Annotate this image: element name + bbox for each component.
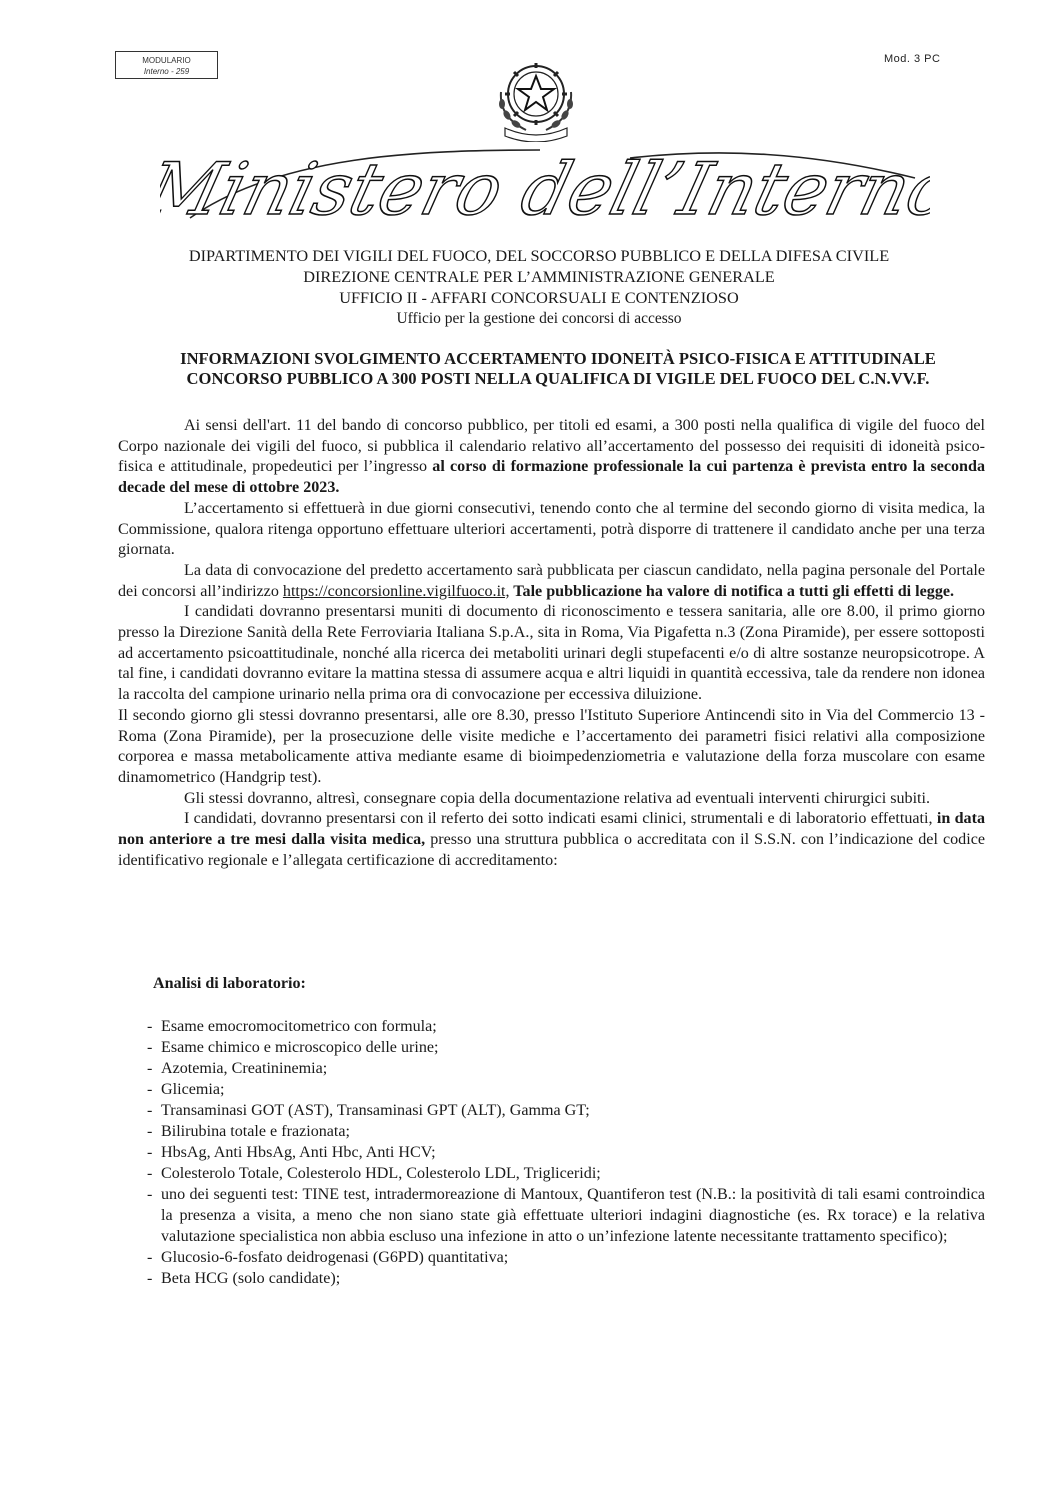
list-item-text: Transaminasi GOT (AST), Transaminasi GPT (ALT), Gamma GT;	[161, 1102, 590, 1119]
lab-analyses-heading: Analisi di laboratorio:	[153, 975, 306, 992]
list-item-text: Beta HCG (solo candidate);	[161, 1270, 341, 1287]
list-item: - Glucosio-6-fosfato deidrogenasi (G6PD) quantitativa;	[147, 1249, 509, 1266]
ministry-title	[160, 130, 930, 245]
list-item: - Transaminasi GOT (AST), Transaminasi GPT (ALT), Gamma GT;	[147, 1102, 590, 1119]
ministry-title-text: Ministero dell’Interno	[160, 148, 930, 232]
paragraph-4: I candidati dovranno presentarsi muniti di documento di riconoscimento e tessera sanitaria, alle ore 8.00, il primo giorno presso la Direzione Sanità della Rete Ferroviaria Italiana S.p.A., sita in Roma, Via Pigafetta n.3 (Zona Piramide), per essere sottoposti ad accertamento psicoattitudinale, nonché alla ricerca dei metaboliti urinari degli stupefacenti e/o di altre sostanze neuropsicotrope. A tal fine, i candidati dovranno evitare la mattina stessa di assumere acqua e altri liquidi in quantità eccessiva, tale da rendere non idonea la raccolta del campione urinario nella prima ora di convocazione per eccessiva diluizione.	[118, 603, 985, 704]
form-code: Mod. 3 PC	[884, 53, 941, 65]
paragraph-7-bold: in data non anteriore a tre mesi dalla visita medica,	[118, 810, 985, 849]
modulario-number: Interno - 259	[143, 67, 190, 76]
office-line: UFFICIO II - AFFARI CONCORSUALI E CONTENZIOSO	[339, 288, 739, 307]
document-title	[118, 349, 998, 389]
title-line-2: CONCORSO PUBBLICO A 300 POSTI NELLA QUALIFICA DI VIGILE DEL FUOCO DEL C.N.VV.F.	[186, 369, 930, 388]
list-item-text: Azotemia, Creatininemia;	[161, 1060, 328, 1077]
paragraph-1	[118, 416, 985, 499]
portal-link[interactable]: https://concorsionline.vigilfuoco.it,	[282, 582, 510, 600]
paragraph-1-bold: al corso di formazione professionale la cui partenza è prevista entro la seconda decade del mese di ottobre 2023.	[118, 458, 985, 497]
department-line: DIPARTIMENTO DEI VIGILI DEL FUOCO, DEL SOCCORSO PUBBLICO E DELLA DIFESA CIVILE	[188, 246, 890, 265]
list-item-text: Glucosio-6-fosfato deidrogenasi (G6PD) quantitativa;	[161, 1249, 509, 1266]
paragraph-3-bold: Tale pubblicazione ha valore di notifica a tutti gli effetti di legge.	[509, 582, 955, 600]
paragraph-7-text: I candidati, dovranno presentarsi con il referto dei sotto indicati esami clinici, strumentali e di laboratorio effettuati,	[184, 810, 937, 828]
list-item: - Colesterolo Totale, Colesterolo HDL, Colesterolo LDL, Trigliceridi;	[147, 1165, 601, 1182]
list-item: - Esame emocromocitometrico con formula;	[147, 1018, 437, 1035]
paragraph-3	[118, 561, 985, 602]
list-item: - Glicemia;	[147, 1081, 225, 1098]
list-item: - Beta HCG (solo candidate);	[147, 1270, 341, 1287]
lab-analyses-list	[147, 1016, 985, 1289]
list-item-text: Esame emocromocitometrico con formula;	[161, 1018, 437, 1035]
list-item: - Bilirubina totale e frazionata;	[147, 1123, 351, 1140]
modulario-stamp	[115, 51, 218, 79]
republic-emblem-icon	[491, 52, 581, 142]
paragraph-5: Il secondo giorno gli stessi dovranno presentarsi, alle ore 8.30, presso l'Istituto Superiore Antincendi sito in Via del Commercio 13 - Roma (Zona Piramide), per la prosecuzione delle visite mediche e l’accertamento dei parametri fisici relativi alla composizione corporea e massa metabolicamente attiva mediante esame di bioimpedenziometria e valutazione della forza muscolare con esame dinamometrico (Handgrip test).	[118, 706, 985, 786]
title-line-1: INFORMAZIONI SVOLGIMENTO ACCERTAMENTO IDONEITÀ PSICO-FISICA E ATTITUDINALE	[180, 349, 936, 368]
list-item-text: uno dei seguenti test: TINE test, intradermoreazione di Mantoux, Quantiferon test (N.B.: la positività di tali esami controindica la presenza a visita, a meno che non siano state già effettuate ulteriori indagini diagnostiche (es. Rx torace) e la relativa valutazione specialistica non abbia escluso una infezione in atto o un’infezione latente necessitante trattamento specifico);	[161, 1186, 985, 1245]
paragraph-3-text: La data di convocazione del predetto accertamento sarà pubblicata per ciascun candidato, nella pagina personale del Portale dei concorsi all’indirizzo	[118, 561, 985, 600]
modulario-label: MODULARIO	[142, 56, 191, 65]
paragraph-6: Gli stessi dovranno, altresì, consegnare copia della documentazione relativa ad eventuali interventi chirurgici subiti.	[184, 789, 931, 807]
list-item-text: Glicemia;	[161, 1081, 225, 1098]
list-item-text: HbsAg, Anti HbsAg, Anti Hbc, Anti HCV;	[161, 1144, 436, 1161]
list-item: - Azotemia, Creatininemia;	[147, 1060, 328, 1077]
list-item: - uno dei seguenti test: TINE test, intradermoreazione di Mantoux, Quantiferon test (N.B.: la positività di tali esami controindica la presenza a visita, a meno che non siano state già effettuate ulteriori indagini diagnostiche (es. Rx torace) e la relativa valutazione specialistica non abbia escluso una infezione in atto o un’infezione latente necessitante trattamento specifico);	[147, 1186, 985, 1245]
list-item-text: Colesterolo Totale, Colesterolo HDL, Colesterolo LDL, Trigliceridi;	[161, 1165, 601, 1182]
office-unit-line: Ufficio per la gestione dei concorsi di accesso	[396, 310, 682, 327]
list-item: - HbsAg, Anti HbsAg, Anti Hbc, Anti HCV;	[147, 1144, 436, 1161]
list-item: - Esame chimico e microscopico delle urine;	[147, 1039, 439, 1056]
paragraph-7-tail: presso una struttura pubblica o accreditata con il S.S.N. con l’indicazione del codice identificativo regionale e l’allegata certificazione di accreditamento:	[118, 831, 985, 869]
directorate-line: DIREZIONE CENTRALE PER L’AMMINISTRAZIONE GENERALE	[303, 267, 775, 286]
list-item-text: Bilirubina totale e frazionata;	[161, 1123, 351, 1140]
paragraph-7	[118, 809, 985, 871]
document-body	[118, 416, 985, 871]
list-item-text: Esame chimico e microscopico delle urine;	[161, 1039, 439, 1056]
paragraph-1-text: Ai sensi dell'art. 11 del bando di concorso pubblico, per titoli ed esami, a 300 posti nella qualifica di vigile del fuoco del Corpo nazionale dei vigili del fuoco, si pubblica il calendario relativo all’accertamento del possesso dei requisiti di idoneità psico-fisica e attitudinale, propedeutici per l’ingresso	[118, 417, 985, 476]
paragraph-2: L’accertamento si effettuerà in due giorni consecutivi, tenendo conto che al termine del secondo giorno di visita medica, la Commissione, qualora ritenga opportuno effettuare ulteriori accertamenti, potrà disporre di trattenere il candidato anche per una terza giornata.	[118, 499, 985, 559]
department-heading	[150, 245, 928, 329]
